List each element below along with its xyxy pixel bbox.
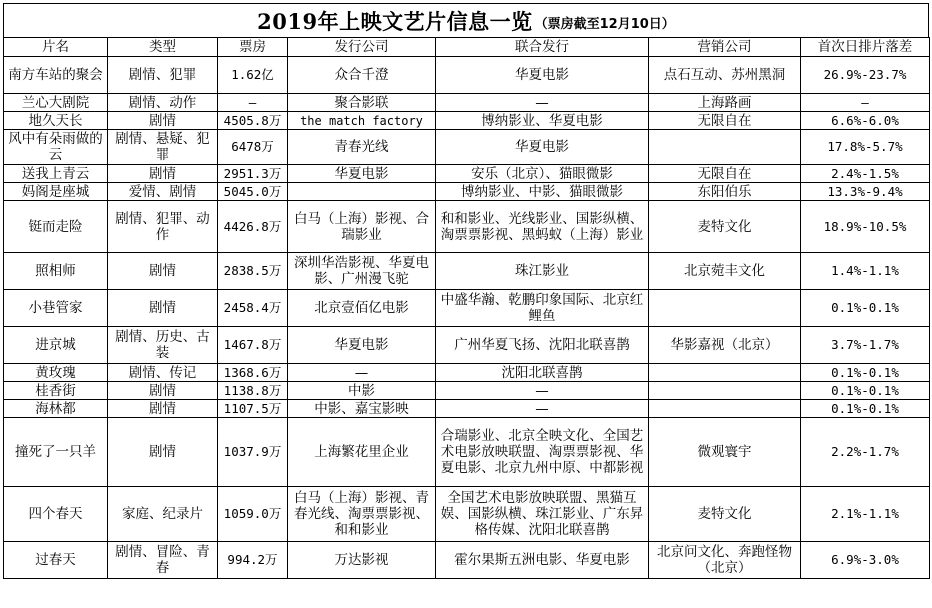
column-header[interactable]: 联合发行 xyxy=(436,38,649,57)
table-cell[interactable]: 家庭、纪录片 xyxy=(108,487,218,542)
table-cell[interactable]: 剧情 xyxy=(108,112,218,130)
table-row xyxy=(4,327,930,364)
table-cell[interactable]: 上海繁花里企业 xyxy=(288,418,436,487)
table-cell[interactable]: 微观寰宇 xyxy=(649,418,801,487)
table-cell[interactable]: 华夏电影 xyxy=(436,130,649,165)
data-table xyxy=(3,37,930,579)
table-cell[interactable]: 剧情 xyxy=(108,400,218,418)
table-cell[interactable]: 1.4%-1.1% xyxy=(801,253,930,290)
table-cell[interactable]: 广州华夏飞扬、沈阳北联喜鹊 xyxy=(436,327,649,364)
table-cell[interactable]: 4426.8万 xyxy=(218,201,288,253)
table-cell[interactable]: 994.2万 xyxy=(218,542,288,579)
table-cell[interactable]: 点石互动、苏州黑洞 xyxy=(649,57,801,94)
table-cell[interactable]: 四个春天 xyxy=(4,487,108,542)
title-cell[interactable] xyxy=(3,3,929,37)
table-cell[interactable]: 白马（上海）影视、合瑞影业 xyxy=(288,201,436,253)
table-cell[interactable]: 铤而走险 xyxy=(4,201,108,253)
table-cell[interactable]: 华影嘉视（北京） xyxy=(649,327,801,364)
table-cell[interactable]: 1107.5万 xyxy=(218,400,288,418)
table-cell[interactable]: 博纳影业、中影、猫眼微影 xyxy=(436,183,649,201)
table-cell[interactable]: 6478万 xyxy=(218,130,288,165)
table-cell[interactable]: 13.3%-9.4% xyxy=(801,183,930,201)
table-cell[interactable] xyxy=(649,290,801,327)
table-row xyxy=(4,382,930,400)
table-cell[interactable]: 剧情 xyxy=(108,382,218,400)
table-cell[interactable]: 兰心大剧院 xyxy=(4,94,108,112)
table-cell[interactable]: 风中有朵雨做的云 xyxy=(4,130,108,165)
table-cell[interactable]: 万达影视 xyxy=(288,542,436,579)
table-cell[interactable]: 6.9%-3.0% xyxy=(801,542,930,579)
table-cell[interactable]: 上海路画 xyxy=(649,94,801,112)
table-cell[interactable]: 1138.8万 xyxy=(218,382,288,400)
table-cell[interactable]: — xyxy=(436,94,649,112)
table-row xyxy=(4,487,930,542)
table-cell[interactable]: 地久天长 xyxy=(4,112,108,130)
table-cell[interactable]: 爱情、剧情 xyxy=(108,183,218,201)
table-cell[interactable]: 2951.3万 xyxy=(218,165,288,183)
table-cell[interactable]: 3.7%-1.7% xyxy=(801,327,930,364)
title-note: （票房截至12月10日） xyxy=(534,17,675,32)
table-cell[interactable]: 照相师 xyxy=(4,253,108,290)
table-row xyxy=(4,112,930,130)
table-row xyxy=(4,130,930,165)
table-cell[interactable]: 华夏电影 xyxy=(288,327,436,364)
table-cell[interactable]: 剧情 xyxy=(108,165,218,183)
table-row xyxy=(4,290,930,327)
table-cell[interactable]: 妈阁是座城 xyxy=(4,183,108,201)
table-cell[interactable]: 5045.0万 xyxy=(218,183,288,201)
column-header[interactable]: 首次日排片落差 xyxy=(801,38,930,57)
table-cell[interactable]: 全国艺术电影放映联盟、黑猫互娱、国影纵横、珠江影业、广东昇格传媒、沈阳北联喜鹊 xyxy=(436,487,649,542)
table-cell[interactable]: 1.62亿 xyxy=(218,57,288,94)
table-cell[interactable]: 2.1%-1.1% xyxy=(801,487,930,542)
table-cell[interactable]: 小巷管家 xyxy=(4,290,108,327)
table-cell[interactable]: 1059.0万 xyxy=(218,487,288,542)
table-cell[interactable]: 北京问文化、奔跑怪物（北京） xyxy=(649,542,801,579)
table-cell[interactable]: 深圳华浩影视、华夏电影、广州漫飞驼 xyxy=(288,253,436,290)
table-cell[interactable] xyxy=(649,364,801,382)
table-cell[interactable]: 剧情 xyxy=(108,290,218,327)
table-cell[interactable]: 霍尔果斯五洲电影、华夏电影 xyxy=(436,542,649,579)
table-cell[interactable]: 中影、嘉宝影映 xyxy=(288,400,436,418)
table-cell[interactable]: 无限自在 xyxy=(649,112,801,130)
table-cell[interactable]: 1467.8万 xyxy=(218,327,288,364)
table-cell[interactable]: 过春天 xyxy=(4,542,108,579)
table-cell[interactable]: — xyxy=(288,364,436,382)
table-cell[interactable]: 撞死了一只羊 xyxy=(4,418,108,487)
table-cell[interactable]: 博纳影业、华夏电影 xyxy=(436,112,649,130)
header-row xyxy=(4,38,930,57)
table-cell[interactable]: — xyxy=(436,400,649,418)
table-cell[interactable]: 中影 xyxy=(288,382,436,400)
table-row xyxy=(4,253,930,290)
table-cell[interactable]: 沈阳北联喜鹊 xyxy=(436,364,649,382)
table-cell[interactable]: 剧情、犯罪、动作 xyxy=(108,201,218,253)
table-cell[interactable] xyxy=(649,130,801,165)
table-cell[interactable]: 2838.5万 xyxy=(218,253,288,290)
table-cell[interactable]: — xyxy=(218,94,288,112)
table-cell[interactable]: 1037.9万 xyxy=(218,418,288,487)
table-row xyxy=(4,364,930,382)
table-row xyxy=(4,165,930,183)
table-cell[interactable]: 华夏电影 xyxy=(288,165,436,183)
table-row xyxy=(4,418,930,487)
table-cell[interactable]: 麦特文化 xyxy=(649,201,801,253)
table-cell[interactable]: 东阳伯乐 xyxy=(649,183,801,201)
table-row xyxy=(4,201,930,253)
table-cell[interactable]: 剧情、犯罪 xyxy=(108,57,218,94)
table-cell[interactable]: 中盛华瀚、乾鹏印象国际、北京红鲤鱼 xyxy=(436,290,649,327)
table-row xyxy=(4,183,930,201)
table-row xyxy=(4,57,930,94)
table-cell[interactable]: 剧情、历史、古装 xyxy=(108,327,218,364)
spreadsheet xyxy=(3,3,929,579)
table-row xyxy=(4,400,930,418)
table-cell[interactable]: 0.1%-0.1% xyxy=(801,364,930,382)
table-cell[interactable]: 17.8%-5.7% xyxy=(801,130,930,165)
table-cell[interactable]: 26.9%-23.7% xyxy=(801,57,930,94)
table-cell[interactable]: 进京城 xyxy=(4,327,108,364)
column-header[interactable]: 类型 xyxy=(108,38,218,57)
table-cell[interactable] xyxy=(288,183,436,201)
column-header[interactable]: 发行公司 xyxy=(288,38,436,57)
table-cell[interactable]: 安乐（北京）、猫眼微影 xyxy=(436,165,649,183)
column-header[interactable]: 票房 xyxy=(218,38,288,57)
table-cell[interactable]: 1368.6万 xyxy=(218,364,288,382)
table-cell[interactable]: 珠江影业 xyxy=(436,253,649,290)
table-cell[interactable]: 华夏电影 xyxy=(436,57,649,94)
column-header[interactable]: 营销公司 xyxy=(649,38,801,57)
table-cell[interactable]: 送我上青云 xyxy=(4,165,108,183)
table-cell[interactable] xyxy=(649,382,801,400)
table-cell[interactable]: 0.1%-0.1% xyxy=(801,382,930,400)
table-cell[interactable]: 南方车站的聚会 xyxy=(4,57,108,94)
table-cell[interactable]: 4505.8万 xyxy=(218,112,288,130)
table-cell[interactable]: 众合千澄 xyxy=(288,57,436,94)
table-cell[interactable]: 聚合影联 xyxy=(288,94,436,112)
table-cell[interactable]: 剧情、动作 xyxy=(108,94,218,112)
table-cell[interactable]: 6.6%-6.0% xyxy=(801,112,930,130)
table-cell[interactable]: 2.2%-1.7% xyxy=(801,418,930,487)
page-title: 2019年上映文艺片信息一览 xyxy=(257,8,533,34)
table-cell[interactable]: 0.1%-0.1% xyxy=(801,290,930,327)
table-cell[interactable]: 0.1%-0.1% xyxy=(801,400,930,418)
table-cell[interactable]: 和和影业、光线影业、国影纵横、淘票票影视、黑蚂蚁（上海）影业 xyxy=(436,201,649,253)
table-cell[interactable] xyxy=(649,400,801,418)
table-body xyxy=(4,38,930,579)
table-cell[interactable]: 青春光线 xyxy=(288,130,436,165)
table-cell[interactable]: 黄玫瑰 xyxy=(4,364,108,382)
table-cell[interactable]: 北京菀丰文化 xyxy=(649,253,801,290)
table-cell[interactable]: 2458.4万 xyxy=(218,290,288,327)
table-cell[interactable]: 无限自在 xyxy=(649,165,801,183)
table-cell[interactable]: 白马（上海）影视、青春光线、淘票票影视、和和影业 xyxy=(288,487,436,542)
table-cell[interactable]: 合瑞影业、北京全映文化、全国艺术电影放映联盟、淘票票影视、华夏电影、北京九州中原、中都影视 xyxy=(436,418,649,487)
table-cell[interactable]: 18.9%-10.5% xyxy=(801,201,930,253)
table-cell[interactable]: 剧情、传记 xyxy=(108,364,218,382)
table-cell[interactable]: 麦特文化 xyxy=(649,487,801,542)
table-cell[interactable]: 剧情 xyxy=(108,253,218,290)
table-cell[interactable]: 剧情、悬疑、犯罪 xyxy=(108,130,218,165)
table-cell[interactable]: 北京壹佰亿电影 xyxy=(288,290,436,327)
table-row xyxy=(4,94,930,112)
table-cell[interactable]: the match factory xyxy=(288,112,436,130)
table-cell[interactable]: — xyxy=(801,94,930,112)
table-row xyxy=(4,542,930,579)
table-cell[interactable]: — xyxy=(436,382,649,400)
column-header[interactable]: 片名 xyxy=(4,38,108,57)
table-cell[interactable]: 2.4%-1.5% xyxy=(801,165,930,183)
table-cell[interactable]: 剧情、冒险、青春 xyxy=(108,542,218,579)
table-cell[interactable]: 桂香街 xyxy=(4,382,108,400)
table-cell[interactable]: 海林都 xyxy=(4,400,108,418)
table-cell[interactable]: 剧情 xyxy=(108,418,218,487)
